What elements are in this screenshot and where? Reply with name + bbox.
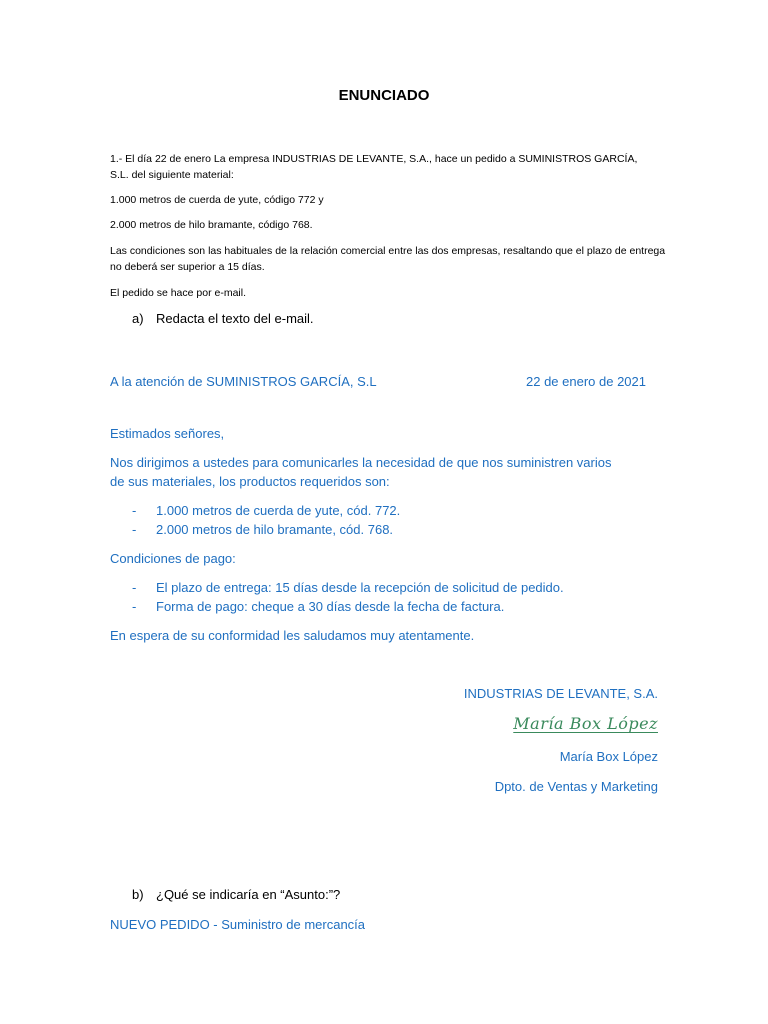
page-title: ENUNCIADO (338, 87, 430, 104)
statement-paragraph-2: Las condiciones son las habituales de la relación comercial entre las dos empresas, resaltando que el plazo de entrega no deberá ser superior a 15 días. (110, 245, 666, 273)
question-b-text: ¿Qué se indicaría en “Asunto:”? (156, 887, 341, 902)
email-greeting: Estimados señores, (110, 426, 225, 441)
product-bullet-2: - (132, 522, 137, 537)
email-intro-line-2: de sus materiales, los productos requeridos son: (110, 474, 390, 489)
product-item-1: 1.000 metros de cuerda de yute, cód. 772. (156, 503, 401, 518)
product-bullet-1: - (132, 503, 137, 518)
statement-item-2: 2.000 metros de hilo bramante, código 768. (110, 219, 313, 231)
signer-department: Dpto. de Ventas y Marketing (494, 779, 658, 794)
signature-company: INDUSTRIAS DE LEVANTE, S.A. (463, 686, 658, 701)
condition-item-2: Forma de pago: cheque a 30 días desde la fecha de factura. (156, 599, 505, 614)
question-a-marker: a) (132, 311, 144, 326)
email-intro-line-1: Nos dirigimos a ustedes para comunicarles la necesidad de que nos suministren varios (110, 455, 612, 470)
condition-bullet-1: - (132, 580, 137, 595)
product-item-2: 2.000 metros de hilo bramante, cód. 768. (156, 522, 394, 537)
email-closing: En espera de su conformidad les saludamos muy atentamente. (110, 628, 475, 643)
condition-bullet-2: - (132, 599, 137, 614)
handwritten-signature: María Box López (513, 714, 658, 733)
conditions-heading: Condiciones de pago: (110, 551, 236, 566)
email-date: 22 de enero de 2021 (526, 374, 646, 389)
question-a-text: Redacta el texto del e-mail. (156, 311, 314, 326)
condition-item-1: El plazo de entrega: 15 días desde la recepción de solicitud de pedido. (156, 580, 564, 595)
email-attention-line: A la atención de SUMINISTROS GARCÍA, S.L (110, 374, 377, 389)
signer-name: María Box López (559, 749, 658, 764)
statement-paragraph-3: El pedido se hace por e-mail. (110, 287, 246, 299)
statement-item-1: 1.000 metros de cuerda de yute, código 772 y (110, 194, 324, 206)
statement-paragraph-1: 1.- El día 22 de enero La empresa INDUSTRIAS DE LEVANTE, S.A., hace un pedido a SUMINISTROS GARCÍA, S.L. del siguiente material: (110, 153, 638, 181)
answer-b-subject: NUEVO PEDIDO - Suministro de mercancía (110, 917, 366, 932)
question-b-marker: b) (132, 887, 144, 902)
